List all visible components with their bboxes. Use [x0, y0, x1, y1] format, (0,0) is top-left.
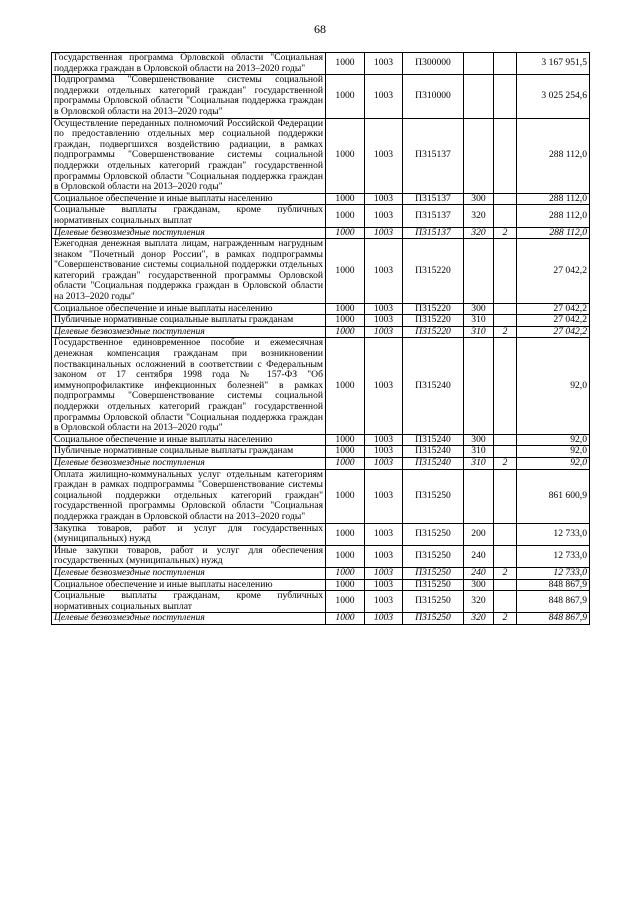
table-row — [52, 75, 590, 118]
expense-type-cell — [464, 75, 494, 118]
expense-type-cell: 320 — [464, 205, 494, 227]
table-row — [52, 315, 590, 327]
amount-cell: 288 112,0 — [517, 227, 590, 239]
target-article-cell: П315250 — [403, 591, 464, 613]
amount-cell: 288 112,0 — [517, 193, 590, 205]
expense-type-cell: 300 — [464, 434, 494, 446]
table-row — [52, 446, 590, 458]
target-article-cell: П315250 — [403, 567, 464, 579]
amount-cell: 288 112,0 — [517, 205, 590, 227]
funding-source-cell — [494, 446, 517, 458]
subsection-code-cell: 1003 — [365, 567, 403, 579]
subsection-code-cell: 1003 — [365, 239, 403, 304]
section-code-cell: 1000 — [326, 303, 365, 315]
target-article-cell: П315250 — [403, 579, 464, 591]
section-code-cell: 1000 — [326, 205, 365, 227]
subsection-code-cell: 1003 — [365, 523, 403, 545]
expense-type-cell: 200 — [464, 523, 494, 545]
expense-type-cell: 310 — [464, 326, 494, 338]
funding-source-cell: 2 — [494, 227, 517, 239]
target-article-cell: П315220 — [403, 303, 464, 315]
subsection-code-cell: 1003 — [365, 434, 403, 446]
expense-type-cell: 320 — [464, 227, 494, 239]
expense-type-cell — [464, 239, 494, 304]
funding-source-cell: 2 — [494, 613, 517, 625]
expense-type-cell: 320 — [464, 591, 494, 613]
target-article-cell: П315220 — [403, 239, 464, 304]
table-row — [52, 193, 590, 205]
target-article-cell: П300000 — [403, 53, 464, 75]
row-name-cell: Публичные нормативные социальные выплаты гражданам — [52, 446, 326, 458]
amount-cell: 27 042,2 — [517, 239, 590, 304]
target-article-cell: П315137 — [403, 193, 464, 205]
amount-cell: 3 025 254,6 — [517, 75, 590, 118]
row-name-cell: Социальное обеспечение и иные выплаты населению — [52, 579, 326, 591]
table-row — [52, 567, 590, 579]
subsection-code-cell: 1003 — [365, 118, 403, 193]
expense-type-cell — [464, 118, 494, 193]
expense-type-cell — [464, 469, 494, 523]
expense-type-cell: 320 — [464, 613, 494, 625]
funding-source-cell — [494, 469, 517, 523]
amount-cell: 12 733,0 — [517, 567, 590, 579]
funding-source-cell — [494, 338, 517, 434]
table-row — [52, 545, 590, 567]
amount-cell: 92,0 — [517, 434, 590, 446]
target-article-cell: П315250 — [403, 545, 464, 567]
table-row — [52, 338, 590, 434]
amount-cell: 12 733,0 — [517, 545, 590, 567]
row-name-cell: Осуществление переданных полномочий Российской Федерации по предоставлению отдельных мер социальной поддержки граждан, подвергшихся воздействию радиации, в рамках подпрограммы "Совершенствование системы социальной поддержки отдельных категорий граждан" государственной программы Орловской области "Социальная поддержка граждан в Орловской области на 2013–2020 годы" — [52, 118, 326, 193]
amount-cell: 92,0 — [517, 338, 590, 434]
expense-type-cell — [464, 338, 494, 434]
expense-type-cell: 300 — [464, 303, 494, 315]
page-number: 68 — [314, 22, 326, 36]
row-name-cell: Подпрограмма "Совершенствование системы социальной поддержки отдельных категорий граждан" государственной программы Орловской области "Социальная поддержка граждан в Орловской области на 2013–2020 годы" — [52, 75, 326, 118]
amount-cell: 27 042,2 — [517, 326, 590, 338]
row-name-cell: Целевые безвозмездные поступления — [52, 326, 326, 338]
funding-source-cell: 2 — [494, 567, 517, 579]
section-code-cell: 1000 — [326, 338, 365, 434]
table-row — [52, 591, 590, 613]
section-code-cell: 1000 — [326, 446, 365, 458]
funding-source-cell — [494, 118, 517, 193]
row-name-cell: Государственная программа Орловской области "Социальная поддержка граждан в Орловской области на 2013–2020 годы" — [52, 53, 326, 75]
table-row — [52, 205, 590, 227]
subsection-code-cell: 1003 — [365, 338, 403, 434]
funding-source-cell — [494, 545, 517, 567]
table-row — [52, 434, 590, 446]
amount-cell: 861 600,9 — [517, 469, 590, 523]
row-name-cell: Социальные выплаты гражданам, кроме публичных нормативных социальных выплат — [52, 205, 326, 227]
funding-source-cell — [494, 579, 517, 591]
section-code-cell: 1000 — [326, 434, 365, 446]
section-code-cell: 1000 — [326, 118, 365, 193]
amount-cell: 12 733,0 — [517, 523, 590, 545]
target-article-cell: П315250 — [403, 613, 464, 625]
section-code-cell: 1000 — [326, 315, 365, 327]
amount-cell: 27 042,2 — [517, 315, 590, 327]
target-article-cell: П315240 — [403, 446, 464, 458]
target-article-cell: П315240 — [403, 338, 464, 434]
funding-source-cell — [494, 205, 517, 227]
table-row — [52, 469, 590, 523]
expense-type-cell: 310 — [464, 446, 494, 458]
section-code-cell: 1000 — [326, 567, 365, 579]
target-article-cell: П310000 — [403, 75, 464, 118]
amount-cell: 3 167 951,5 — [517, 53, 590, 75]
table-row — [52, 239, 590, 304]
funding-source-cell — [494, 193, 517, 205]
target-article-cell: П315137 — [403, 227, 464, 239]
table-row — [52, 53, 590, 75]
expense-type-cell: 300 — [464, 193, 494, 205]
section-code-cell: 1000 — [326, 523, 365, 545]
table-row — [52, 303, 590, 315]
funding-source-cell — [494, 53, 517, 75]
target-article-cell: П315250 — [403, 523, 464, 545]
row-name-cell: Целевые безвозмездные поступления — [52, 567, 326, 579]
table-row — [52, 613, 590, 625]
subsection-code-cell: 1003 — [365, 193, 403, 205]
section-code-cell: 1000 — [326, 53, 365, 75]
row-name-cell: Оплата жилищно-коммунальных услуг отдельным категориям граждан в рамках подпрограммы "Совершенствование системы социальной поддержки отдельных категорий граждан" государственной программы Орловской области "Социальная поддержка граждан в Орловской области на 2013–2020 годы" — [52, 469, 326, 523]
target-article-cell: П315240 — [403, 434, 464, 446]
funding-source-cell — [494, 239, 517, 304]
table-row — [52, 457, 590, 469]
target-article-cell: П315137 — [403, 205, 464, 227]
row-name-cell: Ежегодная денежная выплата лицам, награжденным нагрудным знаком "Почетный донор России", в рамках подпрограммы "Совершенствование системы социальной поддержки отдельных категорий граждан" государственной программы Орловской области "Социальная поддержка граждан в Орловской области на 2013–2020 годы" — [52, 239, 326, 304]
expense-type-cell: 300 — [464, 579, 494, 591]
row-name-cell: Целевые безвозмездные поступления — [52, 457, 326, 469]
subsection-code-cell: 1003 — [365, 205, 403, 227]
table-row — [52, 326, 590, 338]
subsection-code-cell: 1003 — [365, 326, 403, 338]
row-name-cell: Социальное обеспечение и иные выплаты населению — [52, 434, 326, 446]
funding-source-cell — [494, 303, 517, 315]
target-article-cell: П315250 — [403, 469, 464, 523]
row-name-cell: Целевые безвозмездные поступления — [52, 227, 326, 239]
row-name-cell: Социальное обеспечение и иные выплаты населению — [52, 303, 326, 315]
funding-source-cell — [494, 523, 517, 545]
amount-cell: 848 867,9 — [517, 613, 590, 625]
subsection-code-cell: 1003 — [365, 579, 403, 591]
subsection-code-cell: 1003 — [365, 613, 403, 625]
amount-cell: 92,0 — [517, 446, 590, 458]
funding-source-cell — [494, 75, 517, 118]
expense-type-cell: 240 — [464, 567, 494, 579]
amount-cell: 848 867,9 — [517, 579, 590, 591]
section-code-cell: 1000 — [326, 326, 365, 338]
target-article-cell: П315220 — [403, 326, 464, 338]
section-code-cell: 1000 — [326, 579, 365, 591]
expense-type-cell: 310 — [464, 457, 494, 469]
row-name-cell: Публичные нормативные социальные выплаты гражданам — [52, 315, 326, 327]
subsection-code-cell: 1003 — [365, 457, 403, 469]
subsection-code-cell: 1003 — [365, 303, 403, 315]
row-name-cell: Социальные выплаты гражданам, кроме публичных нормативных социальных выплат — [52, 591, 326, 613]
section-code-cell: 1000 — [326, 227, 365, 239]
expense-type-cell: 240 — [464, 545, 494, 567]
amount-cell: 848 867,9 — [517, 591, 590, 613]
subsection-code-cell: 1003 — [365, 315, 403, 327]
row-name-cell: Целевые безвозмездные поступления — [52, 613, 326, 625]
row-name-cell: Иные закупки товаров, работ и услуг для обеспечения государственных (муниципальных) нужд — [52, 545, 326, 567]
funding-source-cell — [494, 434, 517, 446]
subsection-code-cell: 1003 — [365, 446, 403, 458]
budget-table — [51, 52, 590, 625]
amount-cell: 288 112,0 — [517, 118, 590, 193]
section-code-cell: 1000 — [326, 469, 365, 523]
funding-source-cell — [494, 591, 517, 613]
funding-source-cell: 2 — [494, 457, 517, 469]
row-name-cell: Закупка товаров, работ и услуг для государственных (муниципальных) нужд — [52, 523, 326, 545]
subsection-code-cell: 1003 — [365, 53, 403, 75]
funding-source-cell: 2 — [494, 326, 517, 338]
funding-source-cell — [494, 315, 517, 327]
section-code-cell: 1000 — [326, 457, 365, 469]
section-code-cell: 1000 — [326, 239, 365, 304]
expense-type-cell: 310 — [464, 315, 494, 327]
target-article-cell: П315137 — [403, 118, 464, 193]
section-code-cell: 1000 — [326, 545, 365, 567]
subsection-code-cell: 1003 — [365, 227, 403, 239]
subsection-code-cell: 1003 — [365, 75, 403, 118]
section-code-cell: 1000 — [326, 613, 365, 625]
table-row — [52, 118, 590, 193]
amount-cell: 92,0 — [517, 457, 590, 469]
table-row — [52, 523, 590, 545]
row-name-cell: Социальное обеспечение и иные выплаты населению — [52, 193, 326, 205]
section-code-cell: 1000 — [326, 75, 365, 118]
expense-type-cell — [464, 53, 494, 75]
amount-cell: 27 042,2 — [517, 303, 590, 315]
section-code-cell: 1000 — [326, 193, 365, 205]
target-article-cell: П315240 — [403, 457, 464, 469]
row-name-cell: Государственное единовременное пособие и ежемесячная денежная компенсация гражданам при возникновении поствакцинальных осложнений в соответствии с Федеральным законом от 17 сентября 1998 года № 157-ФЗ "Об иммунопрофилактике инфекционных болезней" в рамках подпрограммы "Совершенствование системы социальной поддержки отдельных категорий граждан" государственной программы Орловской области "Социальная поддержка граждан в Орловской области на 2013–2020 годы" — [52, 338, 326, 434]
table-row — [52, 579, 590, 591]
subsection-code-cell: 1003 — [365, 545, 403, 567]
table-row — [52, 227, 590, 239]
subsection-code-cell: 1003 — [365, 591, 403, 613]
section-code-cell: 1000 — [326, 591, 365, 613]
subsection-code-cell: 1003 — [365, 469, 403, 523]
target-article-cell: П315220 — [403, 315, 464, 327]
